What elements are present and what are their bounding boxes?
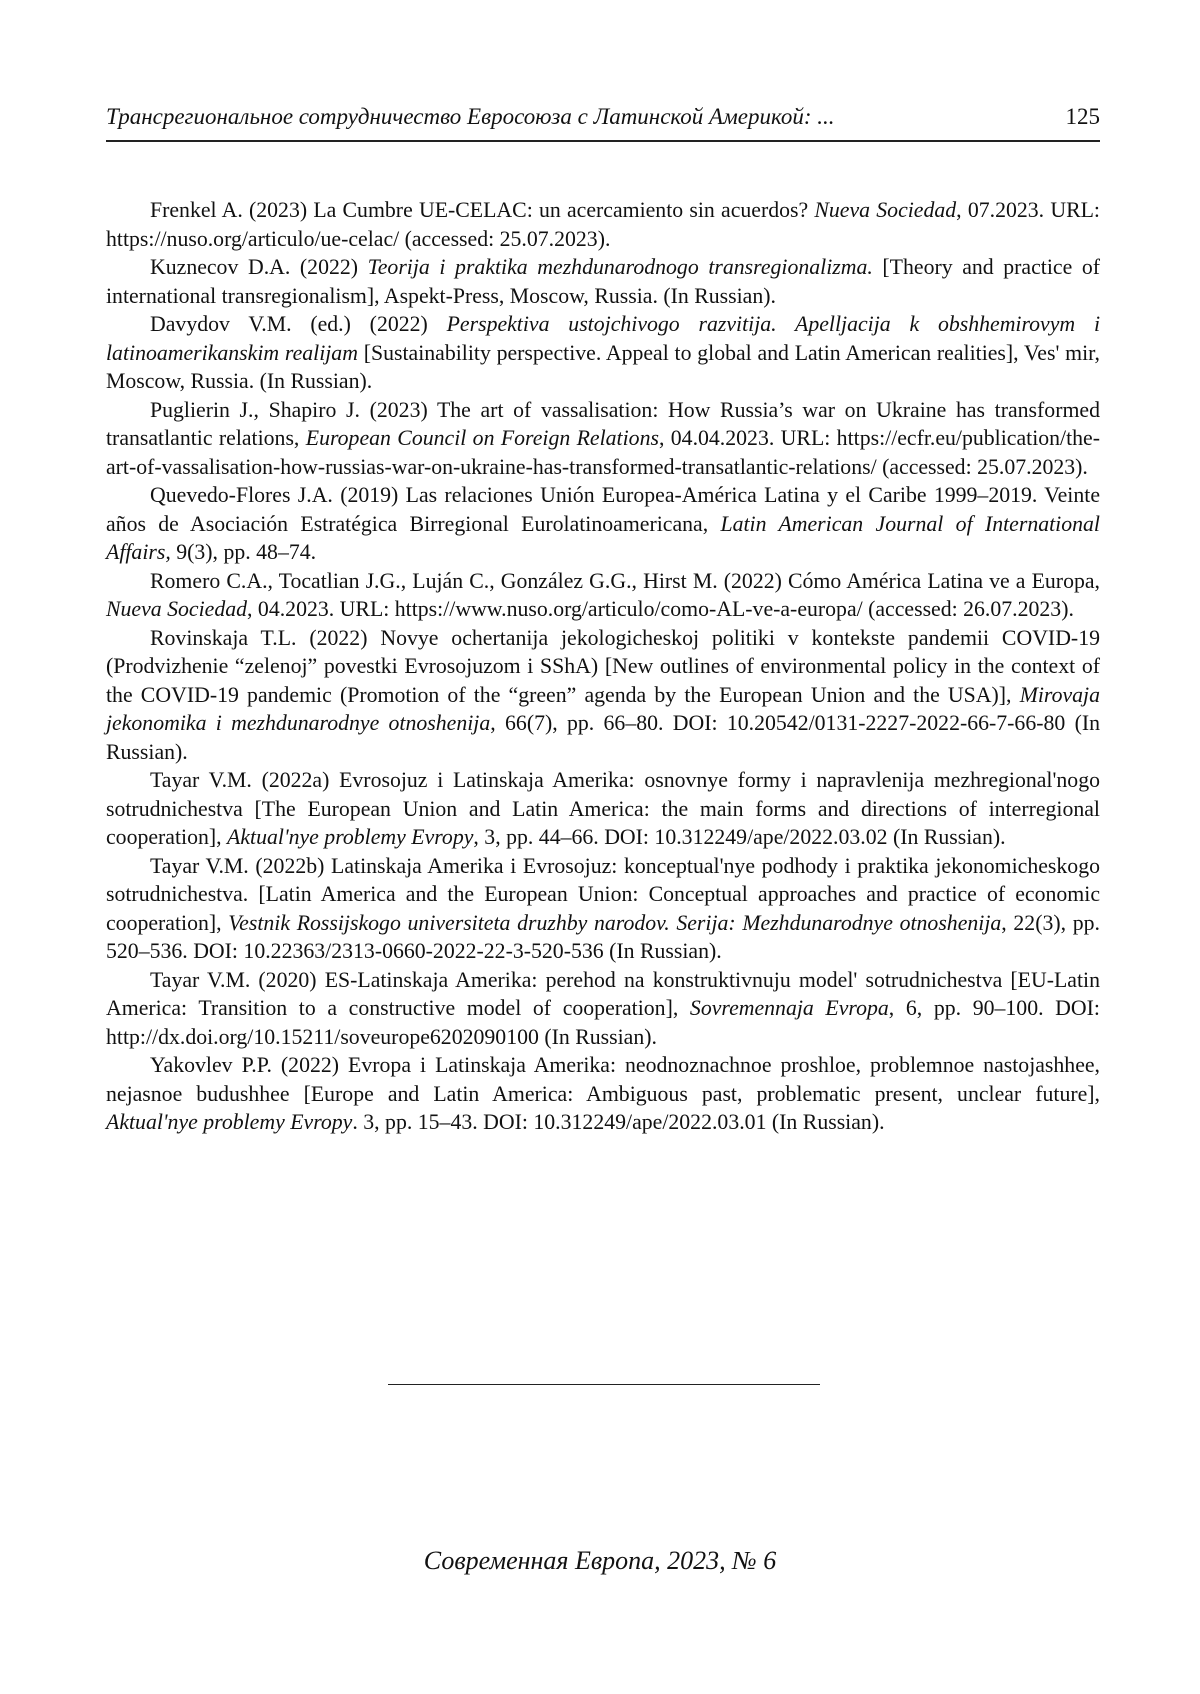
running-header — [106, 104, 1100, 142]
reference-item: Tayar V.M. (2020) ES-Latinskaja Amerika: perehod na konstruktivnuju model' sotrudnichestva [EU-Latin America: Transition to a constructive model of cooperation], Sovremennaja Evropa, 6, pp. 90–100. DOI: http://dx.doi.org/10.15211/soveurope6202090100 (In Russian). — [106, 967, 1100, 1049]
reference-item: Yakovlev P.P. (2022) Evropa i Latinskaja Amerika: neodnoznachnoe proshloe, problemnoe nastojashhee, nejasnoe budushhee [Europe and Latin America: Ambiguous past, problematic present, unclear future], Aktual'nye problemy Evropy. 3, pp. 15–43. DOI: 10.312249/ape/2022.03.01 (In Russian). — [106, 1053, 1100, 1134]
reference-item: Davydov V.M. (ed.) (2022) Perspektiva ustojchivogo razvitija. Apelljacija k obshhemirovym i latinoamerikanskim realijam [Sustainability perspective. Appeal to global and Latin American realities], Ves' mir, Moscow, Russia. (In Russian). — [106, 312, 1101, 393]
end-of-article-divider — [388, 1384, 820, 1385]
reference-item: Frenkel A. (2023) La Cumbre UE-CELAC: un acercamiento sin acuerdos? Nueva Sociedad, 07.2023. URL: https://nuso.org/articulo/ue-celac/ (accessed: 25.07.2023). — [106, 198, 1100, 251]
page-number: 125 — [1065, 104, 1100, 129]
reference-list — [106, 196, 1100, 1137]
reference-item: Quevedo-Flores J.A. (2019) Las relaciones Unión Europea-América Latina y el Caribe 1999–2019. Veinte años de Asociación Estratégica Birregional Eurolatinoamericana, Latin American Journal of International Affairs, 9(3), pp. 48–74. — [106, 483, 1100, 564]
reference-item: Tayar V.M. (2022b) Latinskaja Amerika i Evrosojuz: konceptual'nye podhody i praktika jekonomicheskogo sotrudnichestva. [Latin America and the European Union: Conceptual approaches and practice of economic cooperation], Vestnik Rossijskogo universiteta druzhby narodov. Serija: Mezhdunarodnye otnoshenija, 22(3), pp. 520–536. DOI: 10.22363/2313-0660-2022-22-3-520-536 (In Russian). — [106, 853, 1100, 963]
running-title: Трансрегиональное сотрудничество Евросоюза с Латинской Америкой: ... — [106, 104, 835, 129]
journal-footer: Современная Европа, 2023, № 6 — [423, 1546, 777, 1575]
reference-item: Rovinskaja T.L. (2022) Novye ochertanija jekologicheskoj politiki v kontekste pandemii COVID-19 (Prodvizhenie “zelenoj” povestki Evrosojuzom i SShA) [New outlines of environmental policy in the context of the COVID-19 pandemic (Promotion of the “green” agenda by the European Union and the USA)], Mirovaja jekonomika i mezhdunarodnye otnoshenija, 66(7), pp. 66–80. DOI: 10.20542/0131-2227-2022-66-7-66-80 (In Russian). — [106, 625, 1101, 764]
reference-item: Puglierin J., Shapiro J. (2023) The art of vassalisation: How Russia’s war on Ukraine has transformed transatlantic relations, European Council on Foreign Relations, 04.04.2023. URL: https://ecfr.eu/publication/the-art-of-vassalisation-how-russias-war-on-ukraine-has-transformed-transatlantic-relations/ (accessed: 25.07.2023). — [106, 397, 1100, 479]
reference-item: Kuznecov D.A. (2022) Teorija i praktika mezhdunarodnogo transregionalizma. [Theory and practice of international transregionalism], Aspekt-Press, Moscow, Russia. (In Russian). — [106, 255, 1100, 308]
reference-item: Romero C.A., Tocatlian J.G., Luján C., González G.G., Hirst M. (2022) Cómo América Latina ve a Europa, Nueva Sociedad, 04.2023. URL: https://www.nuso.org/articulo/como-AL-ve-a-europa/ (accessed: 26.07.2023). — [106, 568, 1100, 621]
reference-item: Tayar V.M. (2022a) Evrosojuz i Latinskaja Amerika: osnovnye formy i napravlenija mezhregional'nogo sotrudnichestva [The European Union and Latin America: the main forms and directions of interregional cooperation], Aktual'nye problemy Evropy, 3, pp. 44–66. DOI: 10.312249/ape/2022.03.02 (In Russian). — [106, 768, 1100, 849]
